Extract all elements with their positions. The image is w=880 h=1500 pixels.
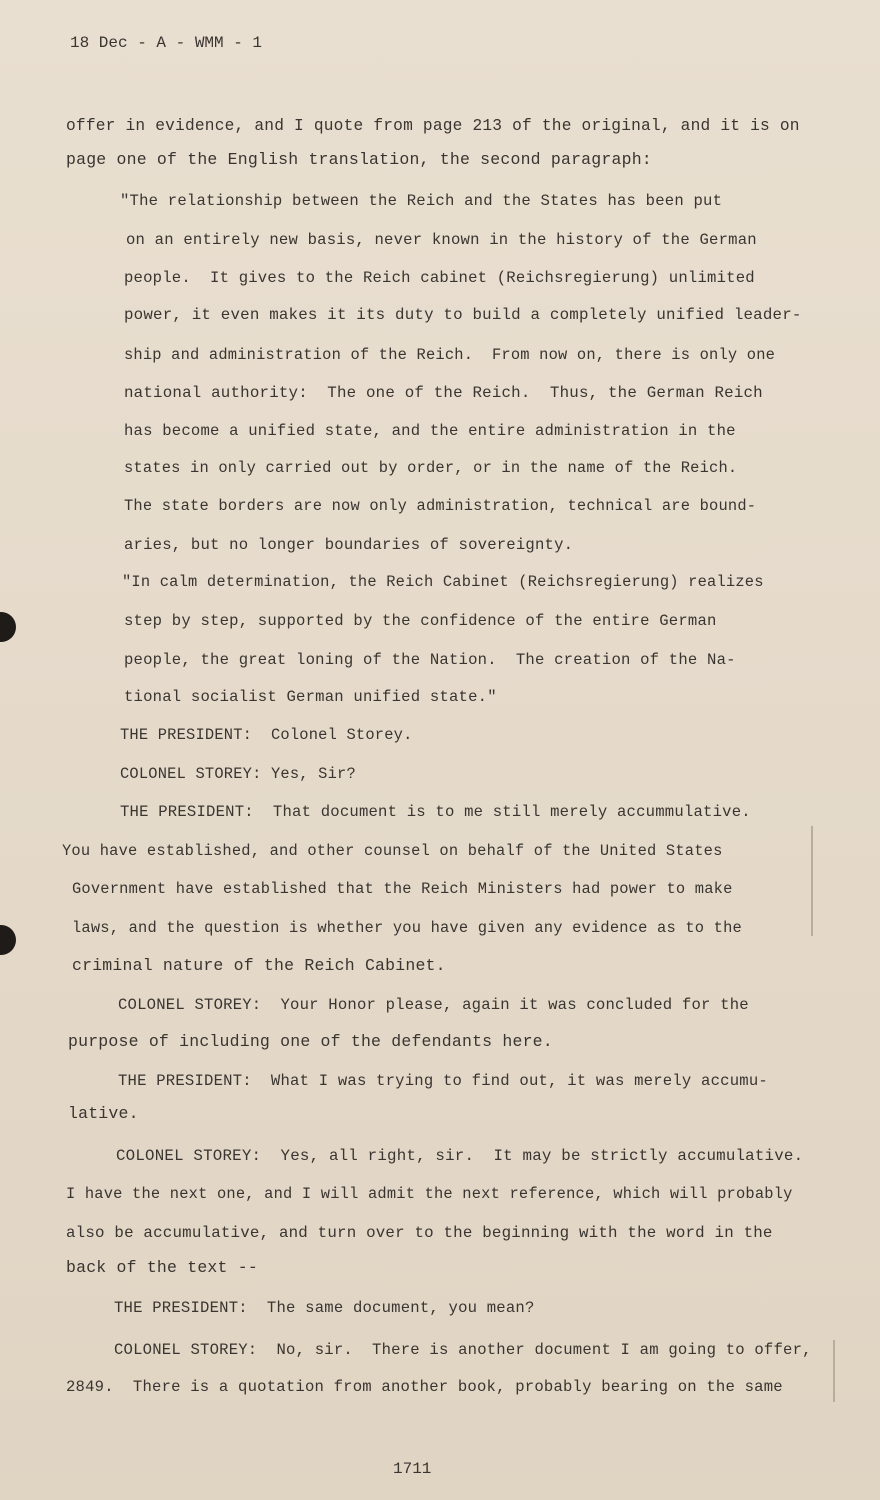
text-line: "In calm determination, the Reich Cabinet (Reichsregierung) realizes <box>122 573 764 591</box>
text-line: THE PRESIDENT: That document is to me still merely accummulative. <box>120 803 751 821</box>
text-line: aries, but no longer boundaries of sovereignty. <box>124 536 574 554</box>
text-line: COLONEL STOREY: Yes, all right, sir. It may be strictly accumulative. <box>116 1147 804 1165</box>
text-line: on an entirely new basis, never known in the history of the German <box>126 231 757 249</box>
text-line: power, it even makes it its duty to build a completely unified leader- <box>124 306 802 324</box>
punch-hole-mark <box>0 925 16 955</box>
text-line: people. It gives to the Reich cabinet (Reichsregierung) unlimited <box>124 269 755 287</box>
text-line: lative. <box>68 1104 139 1123</box>
text-line: tional socialist German unified state." <box>124 688 497 706</box>
text-line: THE PRESIDENT: Colonel Storey. <box>120 726 413 744</box>
text-line: national authority: The one of the Reich. Thus, the German Reich <box>124 384 763 402</box>
text-line: ship and administration of the Reich. From now on, there is only one <box>124 346 776 364</box>
text-line: COLONEL STOREY: No, sir. There is another document I am going to offer, <box>114 1341 812 1359</box>
text-line: COLONEL STOREY: Your Honor please, again it was concluded for the <box>118 996 749 1014</box>
text-line: purpose of including one of the defendants here. <box>68 1032 553 1051</box>
text-line: criminal nature of the Reich Cabinet. <box>72 956 446 975</box>
text-line: 2849. There is a quotation from another book, probably bearing on the same <box>66 1378 783 1396</box>
text-line: page one of the English translation, the second paragraph: <box>66 150 652 169</box>
page-header: 18 Dec - A - WMM - 1 <box>70 34 263 52</box>
text-line: You have established, and other counsel on behalf of the United States <box>62 842 723 860</box>
punch-hole-mark <box>0 612 16 642</box>
text-line: also be accumulative, and turn over to the beginning with the word in the <box>66 1224 773 1242</box>
text-line: has become a unified state, and the entire administration in the <box>124 422 736 440</box>
text-line: back of the text -- <box>66 1258 258 1277</box>
text-line: I have the next one, and I will admit the next reference, which will probably <box>66 1185 793 1203</box>
text-line: Government have established that the Reich Ministers had power to make <box>72 880 733 898</box>
text-line: states in only carried out by order, or in the name of the Reich. <box>124 459 738 477</box>
margin-mark <box>833 1340 835 1402</box>
page-number: 1711 <box>393 1460 432 1478</box>
text-line: COLONEL STOREY: Yes, Sir? <box>120 765 356 783</box>
margin-mark <box>811 826 813 936</box>
text-line: "The relationship between the Reich and the States has been put <box>120 192 723 210</box>
text-line: THE PRESIDENT: What I was trying to find out, it was merely accumu- <box>118 1072 768 1090</box>
text-line: step by step, supported by the confidence of the entire German <box>124 612 717 630</box>
text-line: offer in evidence, and I quote from page 213 of the original, and it is on <box>66 117 800 135</box>
text-line: people, the great loning of the Nation. The creation of the Na- <box>124 651 736 669</box>
text-line: THE PRESIDENT: The same document, you mean? <box>114 1299 535 1317</box>
text-line: The state borders are now only administration, technical are bound- <box>124 497 757 515</box>
text-line: laws, and the question is whether you have given any evidence as to the <box>72 919 742 937</box>
